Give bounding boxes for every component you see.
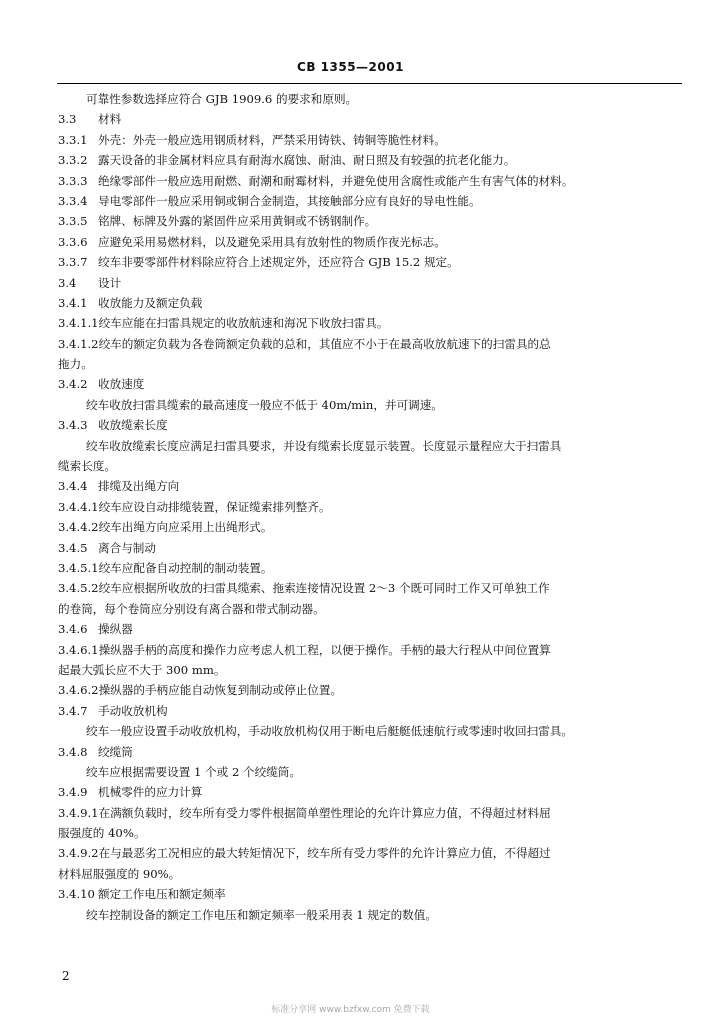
- clause-number: 3.4.6: [58, 622, 88, 637]
- text-line: [58, 436, 682, 456]
- clause-number: 3.4.8: [58, 744, 88, 759]
- clause-text: 排缆及出绳方向: [98, 479, 180, 494]
- page-number: 2: [62, 969, 70, 983]
- document-body: [58, 89, 682, 925]
- clause-number: 3.4.4.1: [58, 499, 99, 514]
- clause-number: 3.4.9.2: [58, 846, 99, 861]
- clause-number: 3.4: [58, 275, 77, 290]
- text-line: [58, 334, 682, 354]
- clause-number: 3.4.1.1: [58, 316, 99, 331]
- clause-text: 绞车应根据需要设置 1 个或 2 个绞缆筒。: [86, 764, 301, 779]
- clause-number: 3.3.2: [58, 153, 88, 168]
- text-line: [58, 130, 682, 150]
- clause-number: 3.4.9.1: [58, 805, 99, 820]
- clause-text: 铭牌、标牌及外露的紧固件应采用黄铜或不锈钢制作。: [98, 214, 377, 229]
- clause-number: 3.4.4.2: [58, 520, 99, 535]
- clause-number: 3.4.7: [58, 703, 88, 718]
- text-line: [58, 578, 682, 598]
- text-line: [58, 171, 682, 191]
- text-line: [58, 680, 682, 700]
- clause-text: 手动收放机构: [98, 703, 168, 718]
- clause-text: 绞车出绳方向应采用上出绳形式。: [98, 520, 273, 535]
- text-line: [58, 619, 682, 639]
- clause-text: 在与最恶劣工况相应的最大转矩情况下，绞车所有受力零件的允许计算应力值，不得超过: [98, 846, 551, 861]
- clause-number: 3.3.3: [58, 173, 88, 188]
- text-line: [58, 701, 682, 721]
- text-line: [58, 721, 682, 741]
- clause-text: 绞车应配备自动控制的制动装置。: [98, 560, 273, 575]
- clause-text: 在满额负载时，绞车所有受力零件根据简单塑性理论的允许计算应力值，不得超过材料屈: [98, 805, 551, 820]
- clause-number: 3.4.5.2: [58, 581, 99, 596]
- clause-text: 绞车一般应设置手动收放机构，手动收放机构仅用于断电后艇艇低速航行或零速时收回扫雷具。: [86, 724, 573, 739]
- text-line: [58, 232, 682, 252]
- clause-text: 服强度的 40%。: [58, 826, 146, 841]
- clause-number: 3.3.7: [58, 255, 88, 270]
- text-line: [58, 191, 682, 211]
- clause-text: 机械零件的应力计算: [98, 785, 203, 800]
- text-line: [58, 252, 682, 272]
- clause-text: 操纵器手柄的高度和操作力应考虑人机工程，以便于操作。手柄的最大行程从中间位置算: [98, 642, 551, 657]
- footer-watermark: 标准分享网 www.bzfxw.com 免费下载: [271, 1005, 430, 1015]
- clause-text: 操纵器的手柄应能自动恢复到制动或停止位置。: [98, 683, 343, 698]
- clause-text: 绞车非要零部件材料除应符合上述规定外，还应符合 GJB 15.2 规定。: [98, 255, 459, 270]
- clause-text: 绞车应设自动排缆装置，保证缆索排列整齐。: [98, 499, 331, 514]
- clause-text: 绞车的额定负载为各卷筒额定负载的总和，其值应不小于在最高收放航速下的扫雷具的总: [98, 336, 551, 351]
- text-line: [58, 293, 682, 313]
- text-line: [58, 823, 682, 843]
- text-line: [58, 374, 682, 394]
- clause-text: 绞车应根据所收放的扫雷具缆索、拖索连接情况设置 2～3 个既可同时工作又可单独工作: [98, 581, 550, 596]
- clause-number: 3.4.6.1: [58, 642, 99, 657]
- clause-text: 缆索长度。: [58, 459, 116, 474]
- clause-number: 3.3.4: [58, 193, 88, 208]
- text-line: [58, 517, 682, 537]
- clause-number: 3.3.5: [58, 214, 88, 229]
- text-line: [58, 476, 682, 496]
- clause-number: 3.4.5: [58, 540, 88, 555]
- text-line: [58, 456, 682, 476]
- clause-number: 3.4.3: [58, 418, 88, 433]
- text-line: [58, 109, 682, 129]
- clause-number: 3.4.1.2: [58, 336, 99, 351]
- text-line: [58, 150, 682, 170]
- text-line: [58, 558, 682, 578]
- text-line: [58, 905, 682, 925]
- text-line: [58, 782, 682, 802]
- clause-text: 导电零部件一般应采用铜或铜合金制造，其接触部分应有良好的导电性能。: [98, 193, 481, 208]
- clause-number: 3.4.2: [58, 377, 88, 392]
- clause-text: 绞车控制设备的额定工作电压和额定频率一般采用表 1 规定的数值。: [86, 907, 437, 922]
- clause-number: 3.3.6: [58, 234, 88, 249]
- text-line: [58, 843, 682, 863]
- text-line: [58, 803, 682, 823]
- text-line: [58, 273, 682, 293]
- clause-number: 3.4.10: [58, 887, 95, 902]
- text-line: [58, 89, 682, 109]
- clause-text: 外壳：外壳一般应选用钢质材料，严禁采用铸铁、铸铜等脆性材料。: [98, 132, 446, 147]
- clause-text: 露天设备的非金属材料应具有耐海水腐蚀、耐油、耐日照及有较强的抗老化能力。: [98, 153, 516, 168]
- header-rule: [57, 83, 682, 84]
- text-line: [58, 354, 682, 374]
- text-line: [58, 538, 682, 558]
- text-line: [58, 497, 682, 517]
- clause-number: 3.4.6.2: [58, 683, 99, 698]
- text-line: [58, 884, 682, 904]
- text-line: [58, 742, 682, 762]
- clause-number: 3.4.5.1: [58, 560, 99, 575]
- clause-text: 离合与制动: [98, 540, 156, 555]
- clause-number: 3.4.1: [58, 295, 88, 310]
- clause-number: 3.4.4: [58, 479, 88, 494]
- text-line: [58, 864, 682, 884]
- clause-text: 额定工作电压和额定频率: [98, 887, 226, 902]
- clause-text: 绞缆筒: [98, 744, 133, 759]
- clause-text: 绝缘零部件一般应选用耐燃、耐潮和耐霉材料，并避免使用含腐性或能产生有害气体的材料。: [98, 173, 574, 188]
- clause-text: 设计: [98, 275, 122, 290]
- clause-text: 收放能力及额定负载: [98, 295, 203, 310]
- clause-text: 绞车应能在扫雷具规定的收放航速和海况下收放扫雷具。: [98, 316, 389, 331]
- clause-text: 起最大弧长应不大于 300 mm。: [58, 662, 226, 677]
- clause-text: 的卷筒，每个卷筒应分别设有离合器和带式制动器。: [58, 601, 325, 616]
- clause-text: 绞车收放扫雷具缆索的最高速度一般应不低于 40m/min，并可调速。: [86, 397, 443, 412]
- text-line: [58, 415, 682, 435]
- clause-text: 应避免采用易燃材料，以及避免采用具有放射性的物质作夜光标志。: [98, 234, 446, 249]
- clause-text: 可靠性参数选择应符合 GJB 1909.6 的要求和原则。: [86, 92, 358, 106]
- text-line: [58, 660, 682, 680]
- clause-number: 3.3.1: [58, 132, 88, 147]
- clause-text: 收放速度: [98, 377, 145, 392]
- text-line: [58, 395, 682, 415]
- clause-text: 绞车收放缆索长度应满足扫雷具要求，并设有缆索长度显示装置。长度显示量程应大于扫雷具: [86, 438, 562, 453]
- clause-text: 材料: [98, 112, 122, 127]
- document-header: CB 1355—2001: [297, 60, 404, 74]
- clause-number: 3.3: [58, 112, 77, 127]
- text-line: [58, 640, 682, 660]
- clause-number: 3.4.9: [58, 785, 88, 800]
- clause-text: 材料屈服强度的 90%。: [58, 866, 181, 881]
- clause-text: 操纵器: [98, 622, 133, 637]
- text-line: [58, 211, 682, 231]
- clause-text: 收放缆索长度: [98, 418, 168, 433]
- text-line: [58, 762, 682, 782]
- clause-text: 拖力。: [58, 357, 93, 372]
- text-line: [58, 599, 682, 619]
- text-line: [58, 313, 682, 333]
